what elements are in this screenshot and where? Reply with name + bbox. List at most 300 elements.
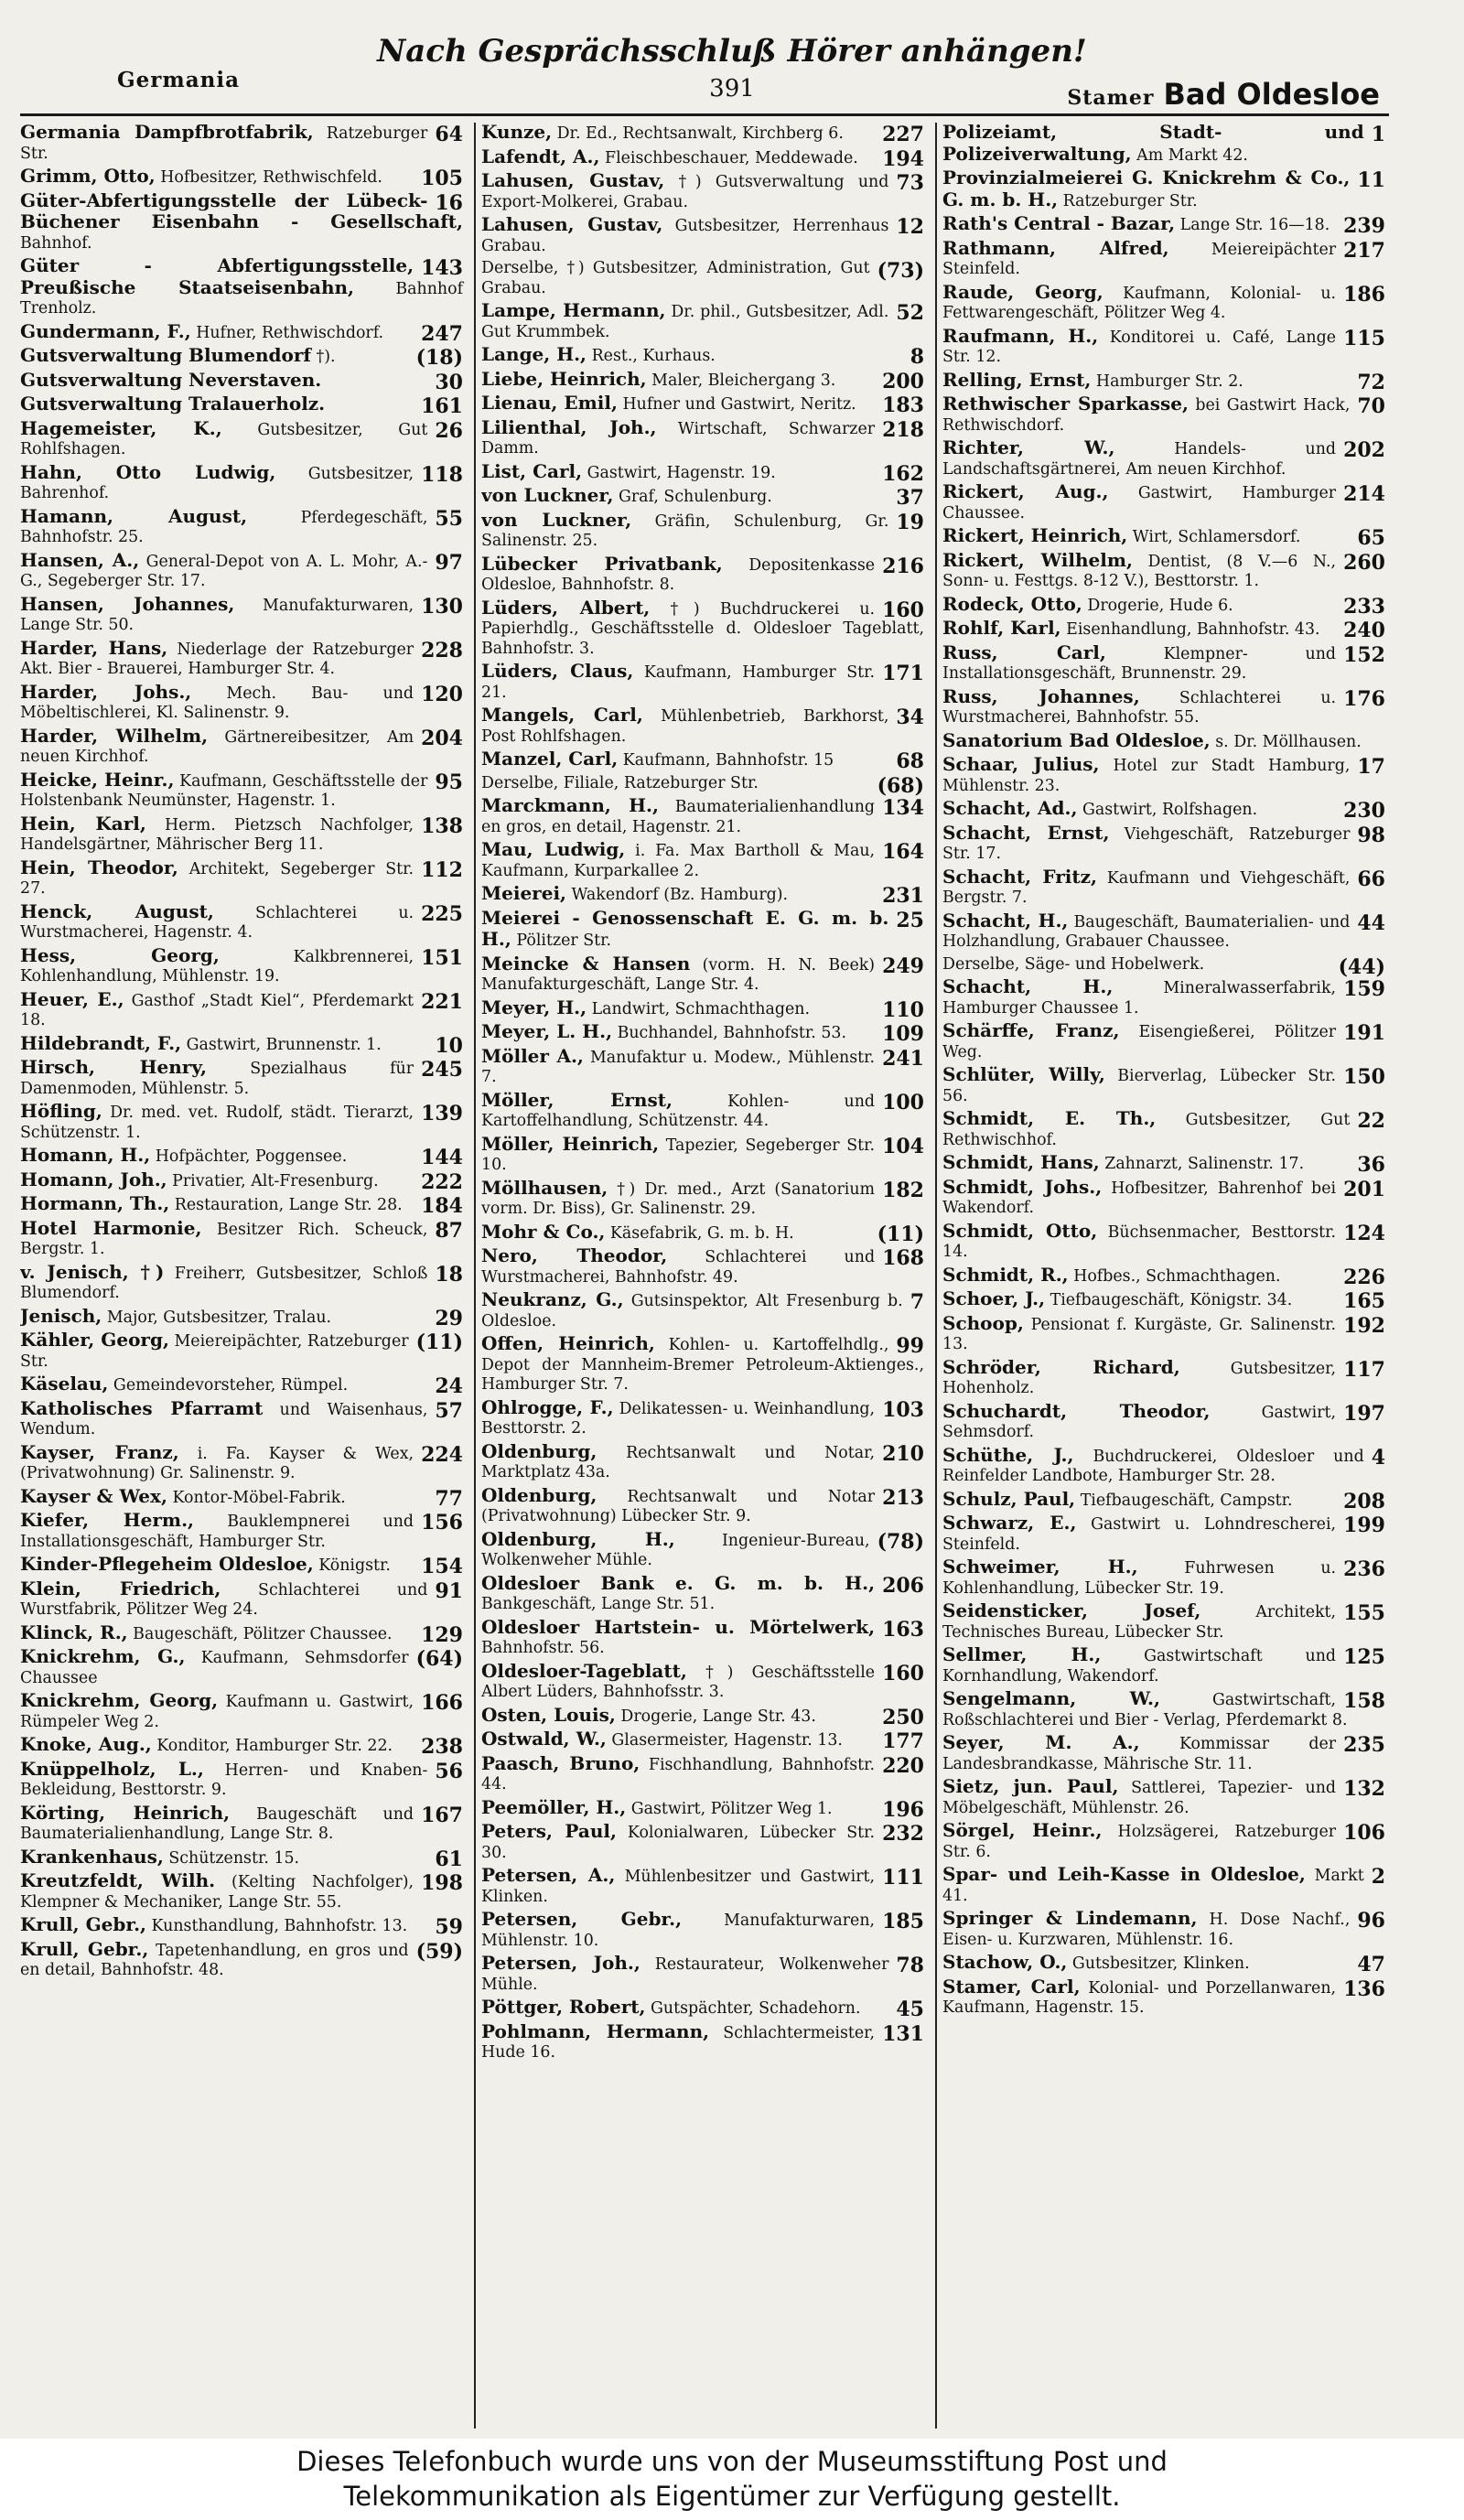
subscriber-name: von Luckner, xyxy=(481,508,632,531)
subscriber-details: Wirt, Schlamersdorf. xyxy=(1132,528,1301,546)
phone-number: (11) xyxy=(877,1222,924,1246)
listing-entry xyxy=(481,1439,928,1483)
subscriber-name: Springer & Lindemann, xyxy=(942,1907,1198,1929)
subscriber-details: †) Gutsverwaltung und Export-Molkerei, Grabau. xyxy=(481,173,889,211)
subscriber-name: Lafendt, A., xyxy=(481,145,600,167)
subscriber-name: Lahusen, Gustav, xyxy=(481,169,665,191)
phone-number: 200 xyxy=(882,369,924,393)
subscriber-name: Schmidt, R., xyxy=(942,1263,1069,1286)
phone-number: 231 xyxy=(882,884,924,908)
listing-entry xyxy=(20,1374,467,1396)
phone-number: (78) xyxy=(877,1529,924,1554)
subscriber-name: Gutsverwaltung Blumendorf xyxy=(20,344,311,366)
subscriber-name: Rodeck, Otto, xyxy=(942,592,1082,615)
listing-entry xyxy=(20,188,467,254)
subscriber-name: Lahusen, Gustav, xyxy=(481,213,663,235)
subscriber-name: Schacht, H., xyxy=(942,975,1114,997)
listing-entry xyxy=(942,592,1389,619)
page-number: 391 xyxy=(709,75,755,102)
subscriber-name: Kreutzfeldt, Wilh. xyxy=(20,1869,216,1891)
subscriber-name: Schulz, Paul, xyxy=(942,1487,1076,1510)
phone-number: 12 xyxy=(896,215,924,239)
subscriber-name: Schmidt, Johs., xyxy=(942,1175,1103,1198)
listing-entry xyxy=(481,884,928,906)
phone-number: 30 xyxy=(435,370,463,394)
subscriber-name: Hein, Karl, xyxy=(20,812,146,835)
subscriber-name: Kayser & Wex, xyxy=(20,1484,167,1507)
listing-entry xyxy=(481,259,928,298)
listing-entry xyxy=(481,1998,928,2019)
subscriber-details: Meiereipächter, Ratzeburger Str. xyxy=(20,1332,409,1371)
listing-entry xyxy=(942,1821,1389,1862)
phone-number: 218 xyxy=(882,417,924,442)
subscriber-name: Klinck, R., xyxy=(20,1621,128,1643)
subscriber-name: v. Jenisch, †) xyxy=(20,1260,165,1283)
subscriber-details: Gastwirt, Pölitzer Weg 1. xyxy=(630,1799,833,1818)
listing-entry xyxy=(481,1044,928,1088)
phone-number: 199 xyxy=(1343,1513,1385,1537)
phone-number: 106 xyxy=(1343,1821,1385,1845)
subscriber-name: Gutsverwaltung Neverstaven. xyxy=(20,368,322,391)
phone-number: 164 xyxy=(882,840,924,864)
subscriber-name: Lange, H., xyxy=(481,343,587,365)
phone-number: 240 xyxy=(1343,619,1385,642)
subscriber-name: Manzel, Carl, xyxy=(481,748,619,770)
phone-number: 220 xyxy=(882,1753,924,1778)
subscriber-details: Kaufmann, Hamburger Str. 21. xyxy=(481,663,876,702)
subscriber-details: Hofbesitzer, Rethwischfeld. xyxy=(160,168,382,187)
subscriber-name: Schärffe, Franz, xyxy=(942,1019,1120,1041)
subscriber-name: Neukranz, G., xyxy=(481,1288,624,1310)
phone-number: 232 xyxy=(882,1822,924,1846)
phone-number: 64 xyxy=(435,123,463,146)
phone-number: 197 xyxy=(1343,1401,1385,1426)
subscriber-details: Gutsinspektor, Alt Fresenburg b. Oldesloe. xyxy=(481,1292,903,1330)
listing-entry xyxy=(481,393,928,415)
subscriber-details: Wakendorf (Bz. Hamburg). xyxy=(571,886,789,904)
listing-entry xyxy=(481,1910,928,1951)
phone-number: (18) xyxy=(415,346,463,370)
phone-number: 56 xyxy=(435,1759,463,1783)
phone-number: 44 xyxy=(1357,910,1385,935)
column-2 xyxy=(481,123,928,2428)
subscriber-name: Hagemeister, K., xyxy=(20,416,222,439)
phone-number: 99 xyxy=(896,1334,924,1358)
subscriber-name: Hansen, A., xyxy=(20,548,140,571)
subscriber-name: Relling, Ernst, xyxy=(942,368,1092,391)
listing-entry xyxy=(20,548,467,592)
listing-entry xyxy=(20,724,467,768)
subscriber-name: Lübecker Privatbank, xyxy=(481,552,723,575)
subscriber-name: Hildebrandt, F., xyxy=(20,1031,182,1054)
subscriber-name: Krankenhaus, xyxy=(20,1845,164,1868)
subscriber-name: Seidensticker, Josef, xyxy=(942,1599,1201,1621)
listing-entry xyxy=(481,1088,928,1132)
subscriber-name: Oldenburg, xyxy=(481,1483,597,1506)
subscriber-name: Hess, Georg, xyxy=(20,943,220,966)
subscriber-details: Dentist, (8 V.—6 N., Sonn- u. Festtgs. 8-12 V.), Besttorstr. 1. xyxy=(942,552,1337,590)
listing-entry xyxy=(942,1399,1389,1443)
listing-entry xyxy=(942,324,1389,368)
listing-entry xyxy=(20,1260,467,1304)
listing-entry xyxy=(942,684,1389,728)
listing-entry xyxy=(20,987,467,1031)
subscriber-name: Pohlmann, Hermann, xyxy=(481,2019,710,2042)
subscriber-name: Käselau, xyxy=(20,1373,109,1395)
phone-number: 156 xyxy=(421,1511,463,1535)
subscriber-details: Glasermeister, Hagenstr. 13. xyxy=(611,1731,843,1750)
subscriber-details: Mühlenbetrieb, Barkhorst, Post Rohlfshagen. xyxy=(481,707,889,746)
subscriber-name: Sanatorium Bad Oldesloe, xyxy=(942,728,1211,751)
listing-entry xyxy=(20,1216,467,1260)
phone-number: 130 xyxy=(421,594,463,619)
listing-entry xyxy=(20,1735,467,1757)
subscriber-name: Rath's Central - Bazar, xyxy=(942,212,1176,234)
phone-number: 8 xyxy=(910,345,924,369)
subscriber-details: i. Fa. Max Bartholl & Mau, Kaufmann, Kurparkallee 2. xyxy=(481,842,876,880)
subscriber-name: Hirsch, Henry, xyxy=(20,1056,207,1078)
subscriber-name: Harder, Johs., xyxy=(20,680,192,703)
subscriber-details: Fleischbeschauer, Meddewade. xyxy=(605,148,858,167)
phone-number: 7 xyxy=(910,1290,924,1314)
subscriber-name: Stachow, O., xyxy=(942,1951,1068,1973)
subscriber-name: Henck, August, xyxy=(20,899,214,922)
phone-number: 17 xyxy=(1357,755,1385,779)
subscriber-details: Sattlerei, Tapezier- und Möbelgeschäft, Mühlenstr. 26. xyxy=(942,1779,1337,1817)
phone-number: 77 xyxy=(435,1486,463,1511)
phone-number: 59 xyxy=(435,1915,463,1939)
listing-entry xyxy=(942,394,1389,436)
subscriber-details: Spezialhaus für Damenmoden, Mühlenstr. 5. xyxy=(20,1060,414,1098)
subscriber-name: Schacht, Ernst, xyxy=(942,821,1110,844)
listing-entry xyxy=(481,1615,928,1659)
subscriber-name: Güter-Abfertigungsstelle der Lübeck-Büchener Eisenbahn - Gesellschaft, xyxy=(20,188,463,232)
subscriber-name: Schacht, H., xyxy=(942,909,1069,932)
subscriber-name: Rickert, Heinrich, xyxy=(942,524,1128,546)
listing-entry xyxy=(20,1871,467,1912)
phone-number: 166 xyxy=(421,1691,463,1715)
subscriber-details: Schlachterei u. Wurstmacherei, Hagenstr. 4. xyxy=(20,903,414,942)
subscriber-name: Knüppelholz, L., xyxy=(20,1757,204,1780)
phone-number: 36 xyxy=(1357,1153,1385,1177)
phone-number: 139 xyxy=(421,1102,463,1125)
listing-entry xyxy=(481,367,928,393)
phone-number: 150 xyxy=(1343,1065,1385,1089)
phone-number: (11) xyxy=(415,1330,463,1354)
subscriber-name: Mangels, Carl, xyxy=(481,704,643,726)
phone-number: 104 xyxy=(882,1134,924,1158)
subscriber-details: Freiherr, Gutsbesitzer, Schloß Blumendorf. xyxy=(20,1264,428,1302)
subscriber-details: Drogerie, Hude 6. xyxy=(1087,596,1233,615)
subscriber-details: Hotel zur Stadt Hamburg, Mühlenstr. 23. xyxy=(942,757,1351,795)
subscriber-name: Rickert, Wilhelm, xyxy=(942,548,1133,571)
subscriber-name: Krull, Gebr., xyxy=(20,1913,146,1935)
phone-number: 118 xyxy=(421,462,463,487)
listing-entry xyxy=(942,214,1389,236)
subscriber-details: Gräfin, Schulenburg, Gr. Salinenstr. 25. xyxy=(481,512,889,550)
subscriber-name: Körting, Heinrich, xyxy=(20,1801,231,1824)
listing-entry xyxy=(20,1647,467,1688)
subscriber-name: Schmidt, E. Th., xyxy=(942,1107,1157,1129)
subscriber-name: Schmidt, Hans, xyxy=(942,1151,1100,1173)
listing-entry xyxy=(481,415,928,459)
subscriber-details: Wirtschaft, Schwarzer Damm. xyxy=(481,419,876,458)
phone-number: 227 xyxy=(882,123,924,146)
subscriber-details: Landwirt, Schmachthagen. xyxy=(591,999,810,1018)
phone-number: 213 xyxy=(882,1485,924,1510)
subscriber-name: Meierei, xyxy=(481,882,567,904)
subscriber-details: Restaurateur, Wolkenweher Mühle. xyxy=(481,1955,889,1994)
subscriber-name: Marckmann, H., xyxy=(481,794,659,816)
listing-entry xyxy=(20,1058,467,1099)
subscriber-name: Möller, Ernst, xyxy=(481,1088,673,1111)
phone-number: 143 xyxy=(421,256,463,280)
listing-entry xyxy=(942,1065,1389,1106)
phone-number: 250 xyxy=(882,1705,924,1729)
subscriber-name: Krull, Gebr., xyxy=(20,1937,149,1960)
subscriber-name: Rethwischer Sparkasse, xyxy=(942,393,1189,415)
subscriber-details: Kohlen- u. Kartoffelhdlg., Depot der Mannheim-Bremer Petroleum-Aktienges., Hamburger Str. 7. xyxy=(481,1336,924,1394)
phone-number: 22 xyxy=(1357,1109,1385,1133)
subscriber-name: Kiefer, Herm., xyxy=(20,1509,195,1531)
subscriber-name: Mohr & Co., xyxy=(481,1220,606,1243)
subscriber-details: Tiefbaugeschäft, Campstr. xyxy=(1080,1491,1293,1510)
listing-entry xyxy=(20,1915,467,1937)
listing-entry xyxy=(942,954,1389,979)
subscriber-name: Gundermann, F., xyxy=(20,319,191,342)
phone-number: 144 xyxy=(421,1146,463,1169)
subscriber-name: Lüders, Claus, xyxy=(481,660,634,682)
listing-entry xyxy=(481,998,928,1020)
header-rule xyxy=(20,113,1389,116)
subscriber-name: Klein, Friedrich, xyxy=(20,1577,221,1599)
subscriber-name: Höfling, xyxy=(20,1100,102,1122)
subscriber-details: Rechtsanwalt und Notar, Marktplatz 43a. xyxy=(481,1443,876,1481)
subscriber-name: Schaar, Julius, xyxy=(942,753,1100,775)
subscriber-details: H. Dose Nachf., Eisen- u. Kurzwaren, Mühlenstr. 16. xyxy=(942,1911,1351,1949)
subscriber-details: Hofbes., Schmachthagen. xyxy=(1073,1266,1281,1286)
subscriber-details: Konditorei u. Café, Lange Str. 12. xyxy=(942,328,1337,366)
phone-number: 249 xyxy=(882,953,924,978)
header-right xyxy=(1067,77,1380,112)
subscriber-details: Ratzeburger Str. xyxy=(1062,191,1198,210)
phone-number: 233 xyxy=(1343,594,1385,619)
phone-number: 239 xyxy=(1343,214,1385,238)
subscriber-name: Lilienthal, Joh., xyxy=(481,415,657,438)
subscriber-name: Sellmer, H., xyxy=(942,1643,1102,1665)
column-3 xyxy=(942,123,1389,2428)
subscriber-details: Handels- und Landschaftsgärtnerei, Am neuen Kirchhof. xyxy=(942,440,1337,479)
listing-entry xyxy=(481,1703,928,1729)
phone-number: 11 xyxy=(1357,168,1385,192)
subscriber-name: Schweimer, H., xyxy=(942,1556,1138,1578)
subscriber-name: Meierei - Genossenschaft E. G. m. b. H., xyxy=(481,906,889,950)
subscriber-details: Rest., Kurhaus. xyxy=(591,347,716,365)
subscriber-name: Ohlrogge, F., xyxy=(481,1395,614,1418)
phone-number: 155 xyxy=(1343,1601,1385,1625)
phone-number: 19 xyxy=(896,510,924,534)
listing-entry xyxy=(942,1289,1389,1311)
phone-number: 216 xyxy=(882,554,924,578)
subscriber-name: Polizeiamt, Stadt- und Polizeiverwaltung, xyxy=(942,123,1364,165)
subscriber-details: Herren- und Knaben-Bekleidung, Besttorstr. 9. xyxy=(20,1761,428,1799)
phone-number: 222 xyxy=(421,1169,463,1194)
subscriber-details: Konditor, Hamburger Str. 22. xyxy=(156,1737,393,1755)
listing-entry xyxy=(20,167,467,188)
subscriber-name: Paasch, Bruno, xyxy=(481,1751,640,1774)
listing-entry xyxy=(481,1729,928,1751)
subscriber-details: Gutsbesitzer, Herrenhaus Grabau. xyxy=(481,217,889,255)
subscriber-details: Gastwirt, Hagenstr. 19. xyxy=(587,463,776,482)
listing-entry xyxy=(942,438,1389,479)
phone-number: 37 xyxy=(896,486,924,510)
subscriber-name: Offen, Heinrich, xyxy=(481,1332,655,1354)
subscriber-name: Kayser, Franz, xyxy=(20,1440,179,1463)
phone-number: 191 xyxy=(1343,1021,1385,1045)
subscriber-details: Depositenkasse Oldesloe, Bahnhofstr. 8. xyxy=(481,555,876,594)
listing-entry xyxy=(942,1219,1389,1263)
subscriber-name: Rohlf, Karl, xyxy=(942,617,1061,639)
subscriber-details: Manufakturwaren, Lange Str. 50. xyxy=(20,596,414,634)
phone-number: 198 xyxy=(421,1871,463,1895)
listing-entry xyxy=(481,301,928,342)
subscriber-name: Sietz, jun. Paul, xyxy=(942,1775,1119,1797)
phone-number: 110 xyxy=(882,997,924,1022)
phone-number: 154 xyxy=(421,1555,463,1578)
listing-entry xyxy=(481,1795,928,1822)
subscriber-details: General-Depot von A. L. Mohr, A.-G., Segeberger Str. 17. xyxy=(20,552,428,590)
subscriber-name: Möller A., xyxy=(481,1044,584,1067)
phone-number: 134 xyxy=(882,796,924,820)
subscriber-name: Oldenburg, H., xyxy=(481,1527,675,1550)
phone-number: 230 xyxy=(1343,799,1385,823)
subscriber-details: Architekt, Technisches Bureau, Lübecker Str. xyxy=(942,1603,1337,1642)
subscriber-details: Hofpächter, Poggensee. xyxy=(155,1147,348,1166)
subscriber-details: und Waisenhaus, Wendum. xyxy=(20,1400,428,1438)
phone-number: 105 xyxy=(421,167,463,190)
listing-entry xyxy=(20,858,467,899)
phone-number: 109 xyxy=(882,1022,924,1046)
subscriber-details: Privatier, Alt-Fresenburg. xyxy=(172,1171,379,1190)
phone-number: 52 xyxy=(896,301,924,325)
phone-number: 202 xyxy=(1343,438,1385,462)
phone-number: 236 xyxy=(1343,1557,1385,1581)
subscriber-details: Hufner und Gastwirt, Neritz. xyxy=(622,395,856,414)
phone-number: 72 xyxy=(1357,370,1385,394)
subscriber-details: Besitzer Rich. Scheuck, Bergstr. 1. xyxy=(20,1220,428,1258)
phone-number: 226 xyxy=(1343,1265,1385,1289)
subscriber-name: Hotel Harmonie, xyxy=(20,1216,202,1239)
subscriber-name: Lüders, Albert, xyxy=(481,596,651,619)
listing-entry xyxy=(942,1645,1389,1686)
phone-number: 55 xyxy=(435,506,463,531)
listing-entry xyxy=(942,1021,1389,1062)
subscriber-name: von Luckner, xyxy=(481,484,614,506)
phone-number: 245 xyxy=(421,1058,463,1082)
column-1 xyxy=(20,123,467,2428)
listing-entry xyxy=(20,1146,467,1168)
listing-entry xyxy=(942,619,1389,641)
subscriber-name: Schoer, J., xyxy=(942,1287,1046,1309)
listing-entry xyxy=(942,123,1389,166)
subscriber-name: Schüthe, J., xyxy=(942,1443,1074,1466)
subscriber-details: Kaufmann, Sehmsdorfer Chaussee xyxy=(20,1649,409,1687)
listing-entry xyxy=(20,636,467,680)
subscriber-details: Kontor-Möbel-Fabrik. xyxy=(172,1488,346,1507)
subscriber-details: Graf, Schulenburg. xyxy=(618,488,772,506)
subscriber-details: Herm. Pietzsch Nachfolger, Handelsgärtner, Mährischer Berg 11. xyxy=(20,815,414,854)
phone-number: 201 xyxy=(1343,1177,1385,1201)
listing-entry xyxy=(481,1659,928,1703)
listing-entry xyxy=(942,168,1389,211)
listing-entry xyxy=(481,1246,928,1287)
subscriber-name: Russ, Carl, xyxy=(942,641,1106,663)
subscriber-name: Knickrehm, G., xyxy=(20,1645,186,1667)
subscriber-details: Buchdruckerei, Oldesloer und Reinfelder Landbote, Hamburger Str. 28. xyxy=(942,1447,1364,1485)
subscriber-name: Rickert, Aug., xyxy=(942,480,1109,502)
subscriber-name: Lampe, Hermann, xyxy=(481,299,666,321)
subscriber-details: Königstr. xyxy=(318,1556,391,1575)
subscriber-details: Gastwirt, Brunnenstr. 1. xyxy=(186,1035,382,1054)
phone-number: 162 xyxy=(882,461,924,486)
subscriber-details: Schützenstr. 15. xyxy=(168,1848,300,1868)
subscriber-name: Raufmann, H., xyxy=(942,324,1099,347)
subscriber-details: Ingenieur-Bureau, Wolkenweher Mühle. xyxy=(481,1531,870,1569)
phone-number: 160 xyxy=(882,598,924,622)
subscriber-name: Raude, Georg, xyxy=(942,280,1103,303)
subscriber-name: Schmidt, Otto, xyxy=(942,1219,1098,1242)
subscriber-name: Peemöller, H., xyxy=(481,1795,627,1818)
listing-entry xyxy=(942,1355,1389,1399)
subscriber-details: Gärtnereibesitzer, Am neuen Kirchhof. xyxy=(20,727,414,766)
subscriber-details: Fischhandlung, Bahnhofstr. 44. xyxy=(481,1755,876,1793)
subscriber-details: Baugeschäft und Baumaterialienhandlung, Lange Str. 8. xyxy=(20,1804,414,1843)
listing-entry xyxy=(481,705,928,747)
phone-number: 182 xyxy=(882,1178,924,1202)
listing-entry xyxy=(20,1170,467,1192)
listing-entry xyxy=(481,1132,928,1176)
subscriber-name: Germania Dampfbrotfabrik, xyxy=(20,123,314,143)
subscriber-name: Oldesloer Hartstein- u. Mörtelwerk, xyxy=(481,1615,876,1638)
subscriber-details: Drogerie, Lange Str. 43. xyxy=(620,1707,816,1726)
subscriber-details: Mineralwasserfabrik, Hamburger Chaussee 1. xyxy=(942,979,1337,1018)
subscriber-details: Käsefabrik, G. m. b. H. xyxy=(609,1223,794,1243)
phone-number: 136 xyxy=(1343,1976,1385,2001)
listing-entry xyxy=(481,1222,928,1244)
listing-entry xyxy=(481,1334,928,1395)
subscriber-details: Fuhrwesen u. Kohlenhandlung, Lübecker Str. 19. xyxy=(942,1559,1337,1598)
listing-entry xyxy=(481,1954,928,1995)
listing-entry xyxy=(481,123,928,145)
subscriber-details: Hamburger Str. 2. xyxy=(1095,372,1243,391)
listing-entry xyxy=(20,1194,467,1216)
listing-entry xyxy=(20,592,467,636)
listing-entry xyxy=(942,728,1389,753)
header-left-keyword: Germania xyxy=(117,68,240,92)
listing-entry xyxy=(481,1866,928,1907)
listing-entry xyxy=(481,840,928,881)
listing-entry xyxy=(481,662,928,703)
listing-entry xyxy=(942,1443,1389,1487)
subscriber-name: Schuchardt, Theodor, xyxy=(942,1399,1211,1422)
phone-number: 151 xyxy=(421,945,463,970)
phone-number: 78 xyxy=(896,1954,924,1977)
listing-entry xyxy=(942,643,1389,684)
subscriber-details: Pensionat f. Kurgäste, Gr. Salinenstr. 13. xyxy=(942,1315,1337,1353)
listing-entry xyxy=(481,171,928,212)
listing-entry xyxy=(481,215,928,256)
listing-entry xyxy=(942,482,1389,523)
